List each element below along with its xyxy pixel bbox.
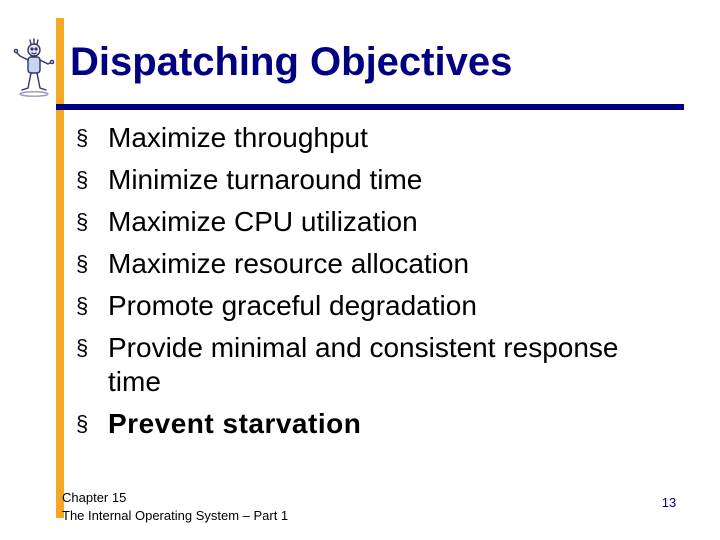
bullet-item — [76, 331, 636, 399]
bullet-item — [76, 407, 636, 441]
bullet-item — [76, 121, 636, 155]
cartoon-figure-icon — [12, 38, 56, 98]
bullet-text: Provide minimal and consistent response time — [108, 332, 619, 397]
footer-chapter: Chapter 15 — [62, 490, 127, 505]
bullet-marker: § — [76, 167, 89, 192]
bullet-text: Maximize CPU utilization — [108, 206, 418, 237]
bullet-marker: § — [76, 251, 89, 276]
bullet-text: Maximize throughput — [108, 122, 368, 153]
footer-caption — [62, 489, 288, 525]
bullet-marker: § — [76, 209, 89, 234]
bullet-item — [76, 205, 636, 239]
accent-vertical-bar — [56, 18, 64, 518]
bullet-list — [76, 121, 636, 449]
bullet-item — [76, 289, 636, 323]
bullet-text: Promote graceful degradation — [108, 290, 477, 321]
bullet-text: Minimize turnaround time — [108, 164, 423, 195]
footer-subtitle: The Internal Operating System – Part 1 — [62, 508, 289, 523]
bullet-item — [76, 247, 636, 281]
bullet-text: Maximize resource allocation — [108, 248, 470, 279]
bullet-marker: § — [76, 125, 89, 150]
page-number: 13 — [661, 495, 677, 510]
bullet-marker: § — [76, 411, 89, 436]
bullet-text: Prevent starvation — [108, 408, 362, 439]
bullet-marker: § — [76, 293, 89, 318]
slide-title: Dispatching Objectives — [70, 40, 513, 84]
bullet-marker: § — [76, 335, 89, 360]
bullet-item — [76, 163, 636, 197]
title-underline-rule — [56, 104, 684, 110]
